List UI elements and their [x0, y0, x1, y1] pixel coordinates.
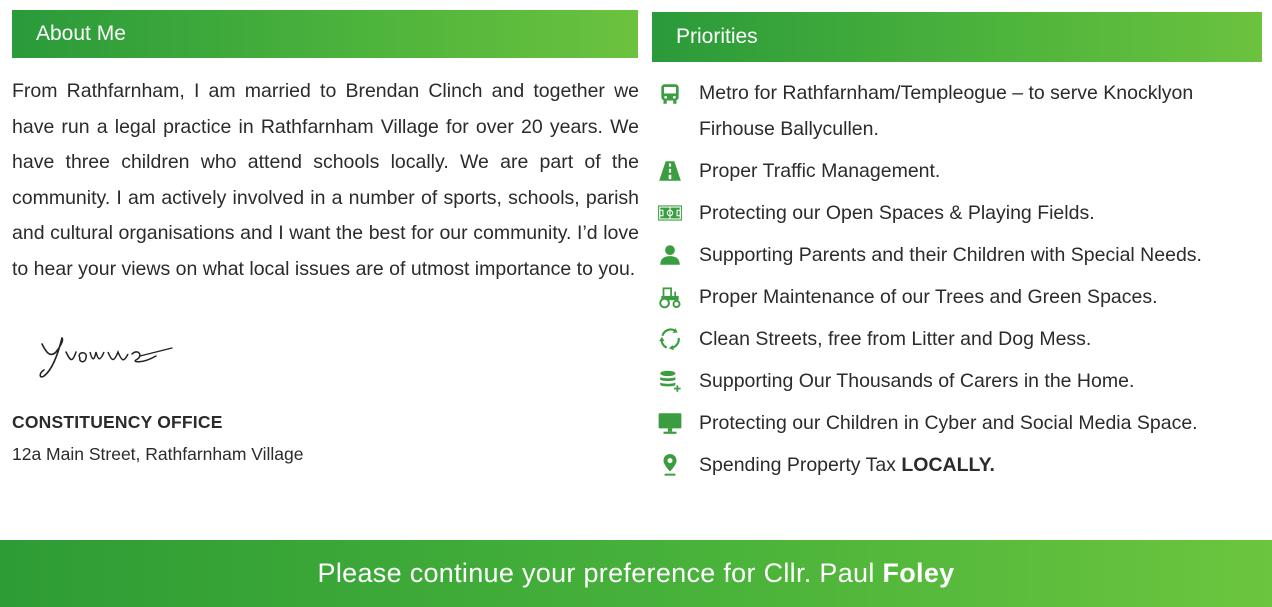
- priority-text: Proper Maintenance of our Trees and Green Spaces.: [699, 285, 1158, 308]
- priority-item: [656, 238, 1266, 274]
- constituency-office-address: 12a Main Street, Rathfarnham Village: [12, 444, 304, 464]
- map-pin-icon: [656, 448, 684, 483]
- constituency-office-title: CONSTITUENCY OFFICE: [12, 412, 223, 432]
- priorities-title: Priorities: [676, 25, 758, 48]
- about-me-header: [12, 10, 638, 58]
- footer-text-regular: Please continue your preference for Cllr. Paul: [317, 558, 883, 588]
- person-icon: [656, 238, 684, 273]
- priority-item: [656, 154, 1266, 190]
- priority-text-bold: LOCALLY.: [901, 453, 995, 476]
- priority-item: [656, 406, 1266, 442]
- priority-item: [656, 76, 1266, 147]
- priority-item: [656, 322, 1266, 358]
- footer-name-bold: Foley: [882, 558, 955, 588]
- about-me-body: From Rathfarnham, I am married to Brendan Clinch and together we have run a legal practice in Rathfarnham Village for over 20 years. We have three children who attend schools locally. We are part of the community. I am actively involved in a number of sports, schools, parish and cultural organisations and I want the best for our community. I’d love to hear your views on what local issues are of utmost importance to you.: [12, 80, 639, 280]
- footer-banner: [0, 540, 1272, 607]
- priority-text: Proper Traffic Management.: [699, 159, 941, 182]
- bus-icon: [656, 76, 684, 111]
- about-me-title: About Me: [36, 22, 126, 45]
- priority-text: Protecting our Children in Cyber and Social Media Space.: [699, 411, 1198, 434]
- signature: [36, 330, 186, 382]
- priority-text: Supporting Our Thousands of Carers in the Home.: [699, 369, 1135, 392]
- priority-text-regular: Spending Property Tax: [699, 453, 902, 476]
- priorities-header: [652, 12, 1262, 62]
- priority-item: [656, 364, 1266, 400]
- priority-text: Protecting our Open Spaces & Playing Fields.: [699, 201, 1095, 224]
- priority-text: Metro for Rathfarnham/Templeogue – to serve Knocklyon Firhouse Ballycullen.: [699, 82, 1194, 140]
- priority-text: Clean Streets, free from Litter and Dog Mess.: [699, 327, 1092, 350]
- tractor-icon: [656, 280, 684, 315]
- priority-item: [656, 196, 1266, 232]
- road-icon: [656, 154, 684, 189]
- priorities-list: [656, 76, 1266, 490]
- playing-field-icon: [656, 196, 684, 231]
- priority-text: Supporting Parents and their Children with Special Needs.: [699, 243, 1202, 266]
- footer-text: [318, 558, 955, 589]
- database-plus-icon: [656, 364, 684, 399]
- recycle-icon: [656, 322, 684, 357]
- priority-item: [656, 280, 1266, 316]
- priority-item: [656, 448, 1266, 484]
- monitor-icon: [656, 406, 684, 441]
- priority-text: [699, 448, 1266, 484]
